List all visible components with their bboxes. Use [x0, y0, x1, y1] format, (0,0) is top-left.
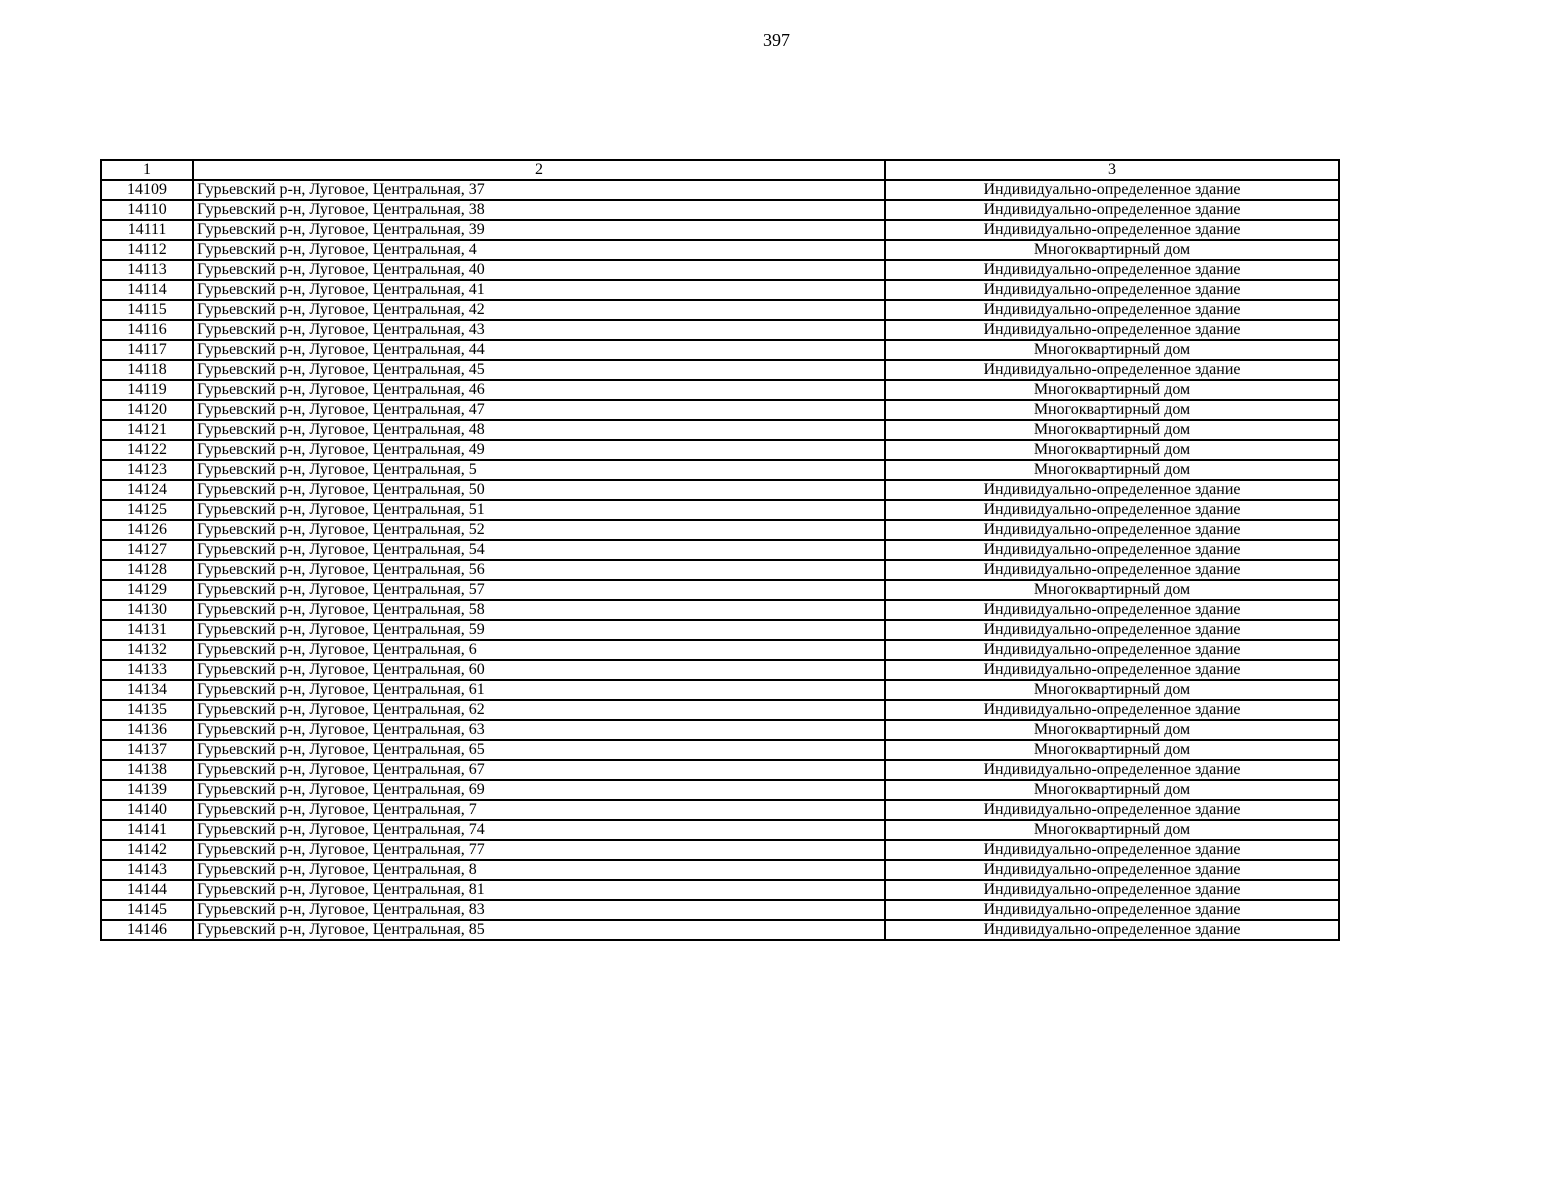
table-row [101, 220, 1339, 240]
building-type-cell: Многоквартирный дом [885, 780, 1339, 800]
row-number-cell: 14113 [101, 260, 193, 280]
table-row [101, 360, 1339, 380]
table-row [101, 740, 1339, 760]
address-cell: Гурьевский р-н, Луговое, Центральная, 4 [193, 240, 885, 260]
page-number: 397 [763, 30, 790, 50]
building-type-cell: Индивидуально-определенное здание [885, 800, 1339, 820]
row-number-cell: 14120 [101, 400, 193, 420]
table-row [101, 380, 1339, 400]
row-number-cell: 14139 [101, 780, 193, 800]
row-number-cell: 14125 [101, 500, 193, 520]
column-header-number: 1 [101, 160, 193, 180]
address-cell: Гурьевский р-н, Луговое, Центральная, 38 [193, 200, 885, 220]
address-cell: Гурьевский р-н, Луговое, Центральная, 77 [193, 840, 885, 860]
table-row [101, 180, 1339, 200]
building-type-cell: Многоквартирный дом [885, 420, 1339, 440]
row-number-cell: 14126 [101, 520, 193, 540]
row-number-cell: 14130 [101, 600, 193, 620]
row-number-cell: 14115 [101, 300, 193, 320]
table-row [101, 480, 1339, 500]
address-cell: Гурьевский р-н, Луговое, Центральная, 85 [193, 920, 885, 940]
registry-table [100, 159, 1340, 941]
table-row [101, 720, 1339, 740]
building-type-cell: Многоквартирный дом [885, 400, 1339, 420]
row-number-cell: 14123 [101, 460, 193, 480]
address-cell: Гурьевский р-н, Луговое, Центральная, 41 [193, 280, 885, 300]
building-type-cell: Многоквартирный дом [885, 820, 1339, 840]
building-type-cell: Многоквартирный дом [885, 340, 1339, 360]
address-cell: Гурьевский р-н, Луговое, Центральная, 62 [193, 700, 885, 720]
row-number-cell: 14116 [101, 320, 193, 340]
table-row [101, 260, 1339, 280]
row-number-cell: 14122 [101, 440, 193, 460]
building-type-cell: Индивидуально-определенное здание [885, 620, 1339, 640]
row-number-cell: 14124 [101, 480, 193, 500]
address-cell: Гурьевский р-н, Луговое, Центральная, 56 [193, 560, 885, 580]
address-cell: Гурьевский р-н, Луговое, Центральная, 42 [193, 300, 885, 320]
address-cell: Гурьевский р-н, Луговое, Центральная, 83 [193, 900, 885, 920]
row-number-cell: 14110 [101, 200, 193, 220]
row-number-cell: 14117 [101, 340, 193, 360]
table-row [101, 400, 1339, 420]
table-row [101, 560, 1339, 580]
row-number-cell: 14140 [101, 800, 193, 820]
row-number-cell: 14127 [101, 540, 193, 560]
row-number-cell: 14118 [101, 360, 193, 380]
address-cell: Гурьевский р-н, Луговое, Центральная, 49 [193, 440, 885, 460]
address-cell: Гурьевский р-н, Луговое, Центральная, 74 [193, 820, 885, 840]
table-body [101, 180, 1339, 940]
building-type-cell: Индивидуально-определенное здание [885, 280, 1339, 300]
table-row [101, 200, 1339, 220]
row-number-cell: 14121 [101, 420, 193, 440]
building-type-cell: Индивидуально-определенное здание [885, 840, 1339, 860]
address-cell: Гурьевский р-н, Луговое, Центральная, 69 [193, 780, 885, 800]
address-cell: Гурьевский р-н, Луговое, Центральная, 43 [193, 320, 885, 340]
table-row [101, 920, 1339, 940]
address-cell: Гурьевский р-н, Луговое, Центральная, 8 [193, 860, 885, 880]
row-number-cell: 14128 [101, 560, 193, 580]
address-cell: Гурьевский р-н, Луговое, Центральная, 54 [193, 540, 885, 560]
table-row [101, 540, 1339, 560]
building-type-cell: Индивидуально-определенное здание [885, 860, 1339, 880]
row-number-cell: 14144 [101, 880, 193, 900]
row-number-cell: 14129 [101, 580, 193, 600]
building-type-cell: Индивидуально-определенное здание [885, 520, 1339, 540]
table-row [101, 900, 1339, 920]
table-row [101, 440, 1339, 460]
building-type-cell: Индивидуально-определенное здание [885, 260, 1339, 280]
row-number-cell: 14138 [101, 760, 193, 780]
building-type-cell: Многоквартирный дом [885, 460, 1339, 480]
table-row [101, 840, 1339, 860]
table-row [101, 680, 1339, 700]
building-type-cell: Многоквартирный дом [885, 740, 1339, 760]
building-type-cell: Индивидуально-определенное здание [885, 220, 1339, 240]
building-type-cell: Индивидуально-определенное здание [885, 900, 1339, 920]
address-cell: Гурьевский р-н, Луговое, Центральная, 48 [193, 420, 885, 440]
building-type-cell: Индивидуально-определенное здание [885, 760, 1339, 780]
building-type-cell: Индивидуально-определенное здание [885, 640, 1339, 660]
address-cell: Гурьевский р-н, Луговое, Центральная, 45 [193, 360, 885, 380]
building-type-cell: Индивидуально-определенное здание [885, 880, 1339, 900]
building-type-cell: Многоквартирный дом [885, 440, 1339, 460]
table-row [101, 600, 1339, 620]
building-type-cell: Индивидуально-определенное здание [885, 180, 1339, 200]
row-number-cell: 14131 [101, 620, 193, 640]
building-type-cell: Индивидуально-определенное здание [885, 540, 1339, 560]
building-type-cell: Индивидуально-определенное здание [885, 660, 1339, 680]
table-row [101, 460, 1339, 480]
row-number-cell: 14135 [101, 700, 193, 720]
row-number-cell: 14142 [101, 840, 193, 860]
address-cell: Гурьевский р-н, Луговое, Центральная, 7 [193, 800, 885, 820]
building-type-cell: Индивидуально-определенное здание [885, 700, 1339, 720]
row-number-cell: 14145 [101, 900, 193, 920]
table-row [101, 760, 1339, 780]
table-row [101, 820, 1339, 840]
table-row [101, 580, 1339, 600]
building-type-cell: Индивидуально-определенное здание [885, 300, 1339, 320]
address-cell: Гурьевский р-н, Луговое, Центральная, 5 [193, 460, 885, 480]
table-row [101, 420, 1339, 440]
address-cell: Гурьевский р-н, Луговое, Центральная, 59 [193, 620, 885, 640]
address-cell: Гурьевский р-н, Луговое, Центральная, 47 [193, 400, 885, 420]
address-cell: Гурьевский р-н, Луговое, Центральная, 63 [193, 720, 885, 740]
row-number-cell: 14111 [101, 220, 193, 240]
building-type-cell: Многоквартирный дом [885, 720, 1339, 740]
row-number-cell: 14137 [101, 740, 193, 760]
table-row [101, 340, 1339, 360]
address-cell: Гурьевский р-н, Луговое, Центральная, 65 [193, 740, 885, 760]
address-cell: Гурьевский р-н, Луговое, Центральная, 60 [193, 660, 885, 680]
address-cell: Гурьевский р-н, Луговое, Центральная, 61 [193, 680, 885, 700]
address-cell: Гурьевский р-н, Луговое, Центральная, 46 [193, 380, 885, 400]
address-cell: Гурьевский р-н, Луговое, Центральная, 40 [193, 260, 885, 280]
table-row [101, 500, 1339, 520]
row-number-cell: 14114 [101, 280, 193, 300]
address-cell: Гурьевский р-н, Луговое, Центральная, 39 [193, 220, 885, 240]
table-row [101, 320, 1339, 340]
table-row [101, 700, 1339, 720]
table-row [101, 800, 1339, 820]
building-type-cell: Индивидуально-определенное здание [885, 920, 1339, 940]
address-cell: Гурьевский р-н, Луговое, Центральная, 37 [193, 180, 885, 200]
table-row [101, 620, 1339, 640]
row-number-cell: 14112 [101, 240, 193, 260]
table-header-row [101, 160, 1339, 180]
building-type-cell: Индивидуально-определенное здание [885, 360, 1339, 380]
table-row [101, 660, 1339, 680]
building-type-cell: Индивидуально-определенное здание [885, 480, 1339, 500]
building-type-cell: Многоквартирный дом [885, 580, 1339, 600]
address-cell: Гурьевский р-н, Луговое, Центральная, 52 [193, 520, 885, 540]
row-number-cell: 14141 [101, 820, 193, 840]
table-row [101, 860, 1339, 880]
row-number-cell: 14146 [101, 920, 193, 940]
row-number-cell: 14133 [101, 660, 193, 680]
building-type-cell: Индивидуально-определенное здание [885, 320, 1339, 340]
building-type-cell: Многоквартирный дом [885, 380, 1339, 400]
table-row [101, 240, 1339, 260]
address-cell: Гурьевский р-н, Луговое, Центральная, 50 [193, 480, 885, 500]
address-cell: Гурьевский р-н, Луговое, Центральная, 67 [193, 760, 885, 780]
building-type-cell: Индивидуально-определенное здание [885, 500, 1339, 520]
row-number-cell: 14132 [101, 640, 193, 660]
table-row [101, 640, 1339, 660]
address-cell: Гурьевский р-н, Луговое, Центральная, 44 [193, 340, 885, 360]
row-number-cell: 14109 [101, 180, 193, 200]
building-type-cell: Индивидуально-определенное здание [885, 600, 1339, 620]
row-number-cell: 14134 [101, 680, 193, 700]
address-cell: Гурьевский р-н, Луговое, Центральная, 57 [193, 580, 885, 600]
table-row [101, 780, 1339, 800]
row-number-cell: 14136 [101, 720, 193, 740]
address-cell: Гурьевский р-н, Луговое, Центральная, 51 [193, 500, 885, 520]
table-row [101, 520, 1339, 540]
row-number-cell: 14143 [101, 860, 193, 880]
table-row [101, 300, 1339, 320]
building-type-cell: Многоквартирный дом [885, 240, 1339, 260]
building-type-cell: Индивидуально-определенное здание [885, 200, 1339, 220]
table-row [101, 880, 1339, 900]
column-header-type: 3 [885, 160, 1339, 180]
address-cell: Гурьевский р-н, Луговое, Центральная, 58 [193, 600, 885, 620]
building-type-cell: Индивидуально-определенное здание [885, 560, 1339, 580]
building-type-cell: Многоквартирный дом [885, 680, 1339, 700]
row-number-cell: 14119 [101, 380, 193, 400]
table-row [101, 280, 1339, 300]
address-cell: Гурьевский р-н, Луговое, Центральная, 81 [193, 880, 885, 900]
address-cell: Гурьевский р-н, Луговое, Центральная, 6 [193, 640, 885, 660]
column-header-address: 2 [193, 160, 885, 180]
